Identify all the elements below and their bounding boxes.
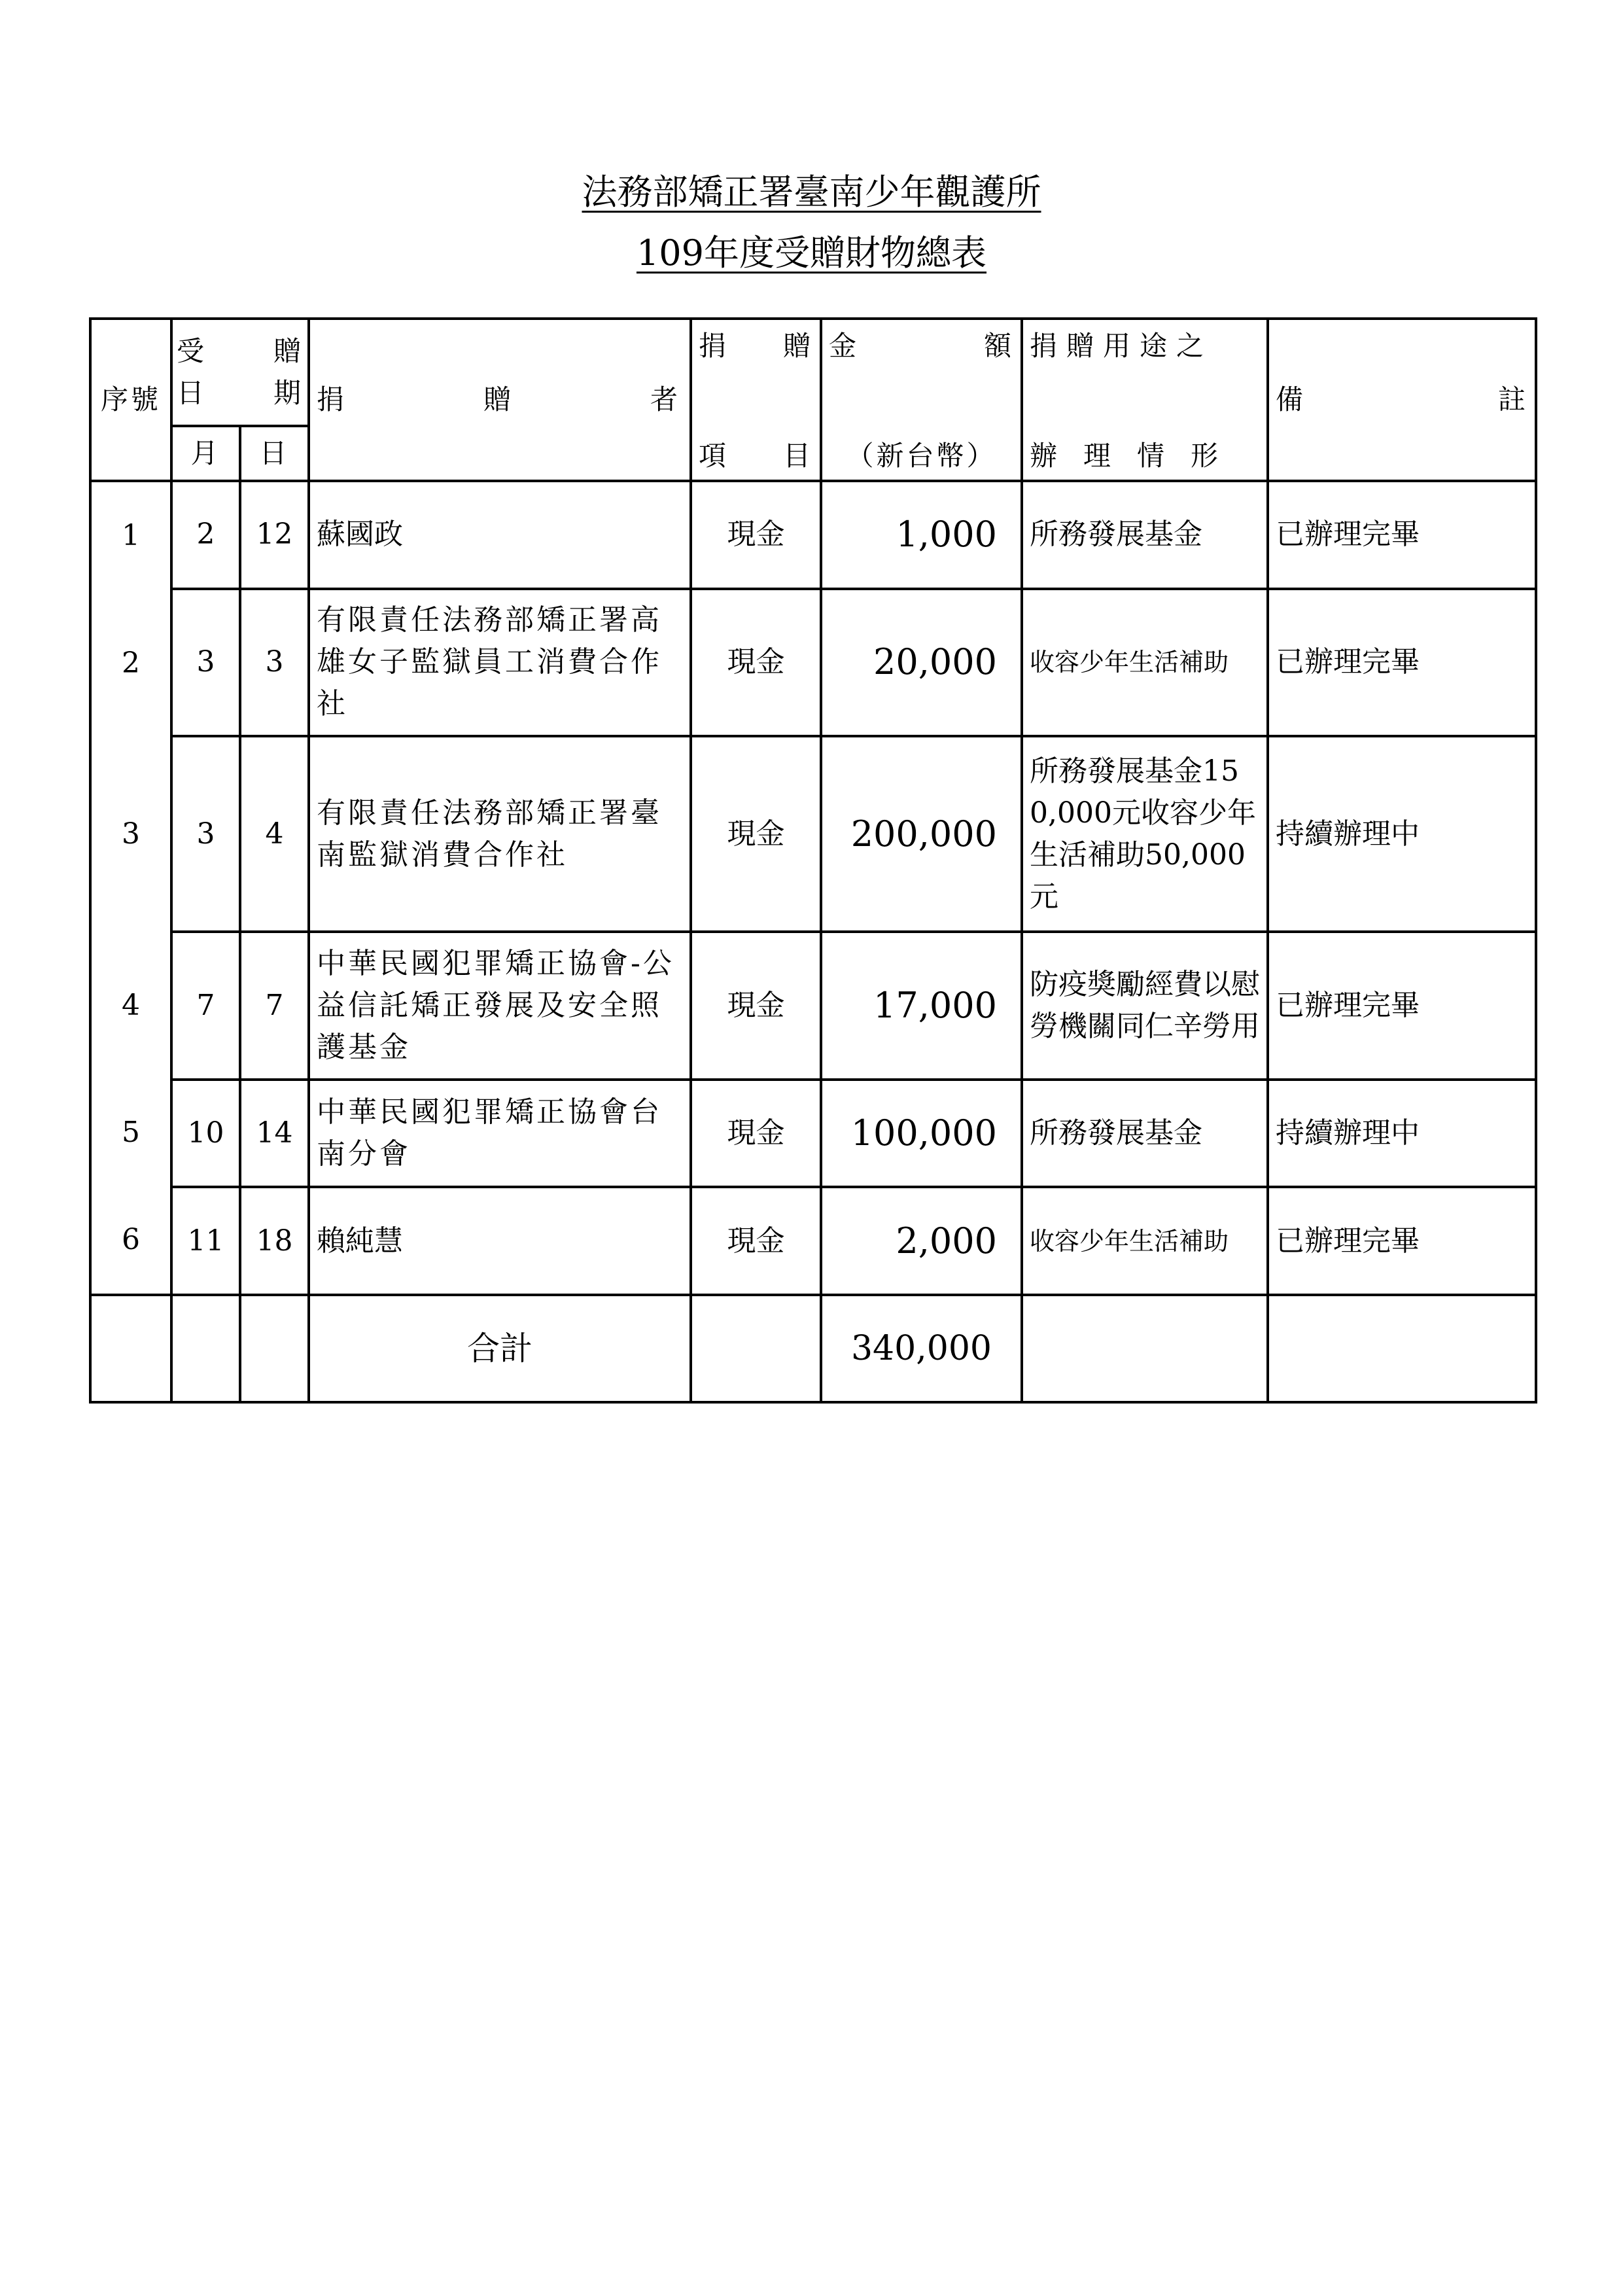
- item-cell: 現金: [691, 932, 821, 1080]
- header-row-1: [90, 319, 1536, 426]
- header-donor: 捐 贈 者: [309, 319, 691, 481]
- seq-6: 6: [122, 1223, 140, 1256]
- table-row: [90, 589, 1536, 737]
- total-remark-empty: [1268, 1295, 1536, 1402]
- item-cell: 現金: [691, 1080, 821, 1188]
- header-item: 捐 贈 項 目: [691, 319, 821, 481]
- month-cell: 3: [171, 589, 240, 737]
- donor-cell: 有限責任法務部矯正署高雄女子監獄員工消費合作社: [309, 589, 691, 737]
- usage-cell: 收容少年生活補助: [1022, 1187, 1268, 1295]
- day-cell: 14: [240, 1080, 309, 1188]
- remark-cell: 持續辦理中: [1268, 736, 1536, 932]
- header-seq: 序號: [90, 319, 171, 481]
- seq-2: 2: [122, 646, 140, 680]
- header-date: 受 贈 日 期: [171, 319, 309, 426]
- month-cell: 11: [171, 1187, 240, 1295]
- usage-cell: 所務發展基金150,000元收容少年生活補助50,000元: [1022, 736, 1268, 932]
- usage-cell: 收容少年生活補助: [1022, 589, 1268, 737]
- amount-cell: 2,000: [821, 1187, 1022, 1295]
- seq-1: 1: [122, 519, 140, 552]
- table-row: [90, 1080, 1536, 1188]
- header-usage: 捐贈用途之 辦理情形: [1022, 319, 1268, 481]
- day-cell: 4: [240, 736, 309, 932]
- page-subtitle: 109年度受贈財物總表: [636, 232, 987, 274]
- donor-cell: 有限責任法務部矯正署臺南監獄消費合作社: [309, 736, 691, 932]
- seq-column: [90, 481, 171, 1295]
- item-cell: 現金: [691, 1187, 821, 1295]
- total-item-empty: [691, 1295, 821, 1402]
- total-amount: 340,000: [821, 1295, 1022, 1402]
- seq-5: 5: [122, 1116, 140, 1149]
- amount-cell: 1,000: [821, 481, 1022, 589]
- amount-cell: 20,000: [821, 589, 1022, 737]
- amount-cell: 100,000: [821, 1080, 1022, 1188]
- table-row: [90, 736, 1536, 932]
- total-label: 合計: [309, 1295, 691, 1402]
- amount-cell: 200,000: [821, 736, 1022, 932]
- total-day-empty: [240, 1295, 309, 1402]
- donor-cell: 中華民國犯罪矯正協會台南分會: [309, 1080, 691, 1188]
- donation-table: [89, 317, 1537, 1404]
- remark-cell: 已辦理完畢: [1268, 1187, 1536, 1295]
- item-cell: 現金: [691, 481, 821, 589]
- seq-3: 3: [122, 817, 140, 851]
- day-cell: 12: [240, 481, 309, 589]
- donor-cell: 蘇國政: [309, 481, 691, 589]
- usage-cell: 所務發展基金: [1022, 481, 1268, 589]
- header-day: 日: [240, 426, 309, 481]
- item-cell: 現金: [691, 589, 821, 737]
- remark-cell: 已辦理完畢: [1268, 481, 1536, 589]
- seq-4: 4: [122, 989, 140, 1022]
- header-amount: 金 額 （新台幣）: [821, 319, 1022, 481]
- remark-cell: 持續辦理中: [1268, 1080, 1536, 1188]
- usage-cell: 所務發展基金: [1022, 1080, 1268, 1188]
- remark-cell: 已辦理完畢: [1268, 932, 1536, 1080]
- total-month-empty: [171, 1295, 240, 1402]
- month-cell: 7: [171, 932, 240, 1080]
- header-month: 月: [171, 426, 240, 481]
- month-cell: 10: [171, 1080, 240, 1188]
- table-row: [90, 1187, 1536, 1295]
- donor-cell: 中華民國犯罪矯正協會-公益信託矯正發展及安全照護基金: [309, 932, 691, 1080]
- month-cell: 2: [171, 481, 240, 589]
- month-cell: 3: [171, 736, 240, 932]
- table-row: [90, 481, 1536, 589]
- table-row: [90, 932, 1536, 1080]
- total-row: [90, 1295, 1536, 1402]
- day-cell: 3: [240, 589, 309, 737]
- item-cell: 現金: [691, 736, 821, 932]
- usage-cell: 防疫獎勵經費以慰勞機關同仁辛勞用: [1022, 932, 1268, 1080]
- header-remark: 備 註: [1268, 319, 1536, 481]
- remark-cell: 已辦理完畢: [1268, 589, 1536, 737]
- day-cell: 18: [240, 1187, 309, 1295]
- donor-cell: 賴純慧: [309, 1187, 691, 1295]
- total-seq-empty: [90, 1295, 171, 1402]
- amount-cell: 17,000: [821, 932, 1022, 1080]
- total-usage-empty: [1022, 1295, 1268, 1402]
- day-cell: 7: [240, 932, 309, 1080]
- page-title: 法務部矯正署臺南少年觀護所: [582, 171, 1041, 213]
